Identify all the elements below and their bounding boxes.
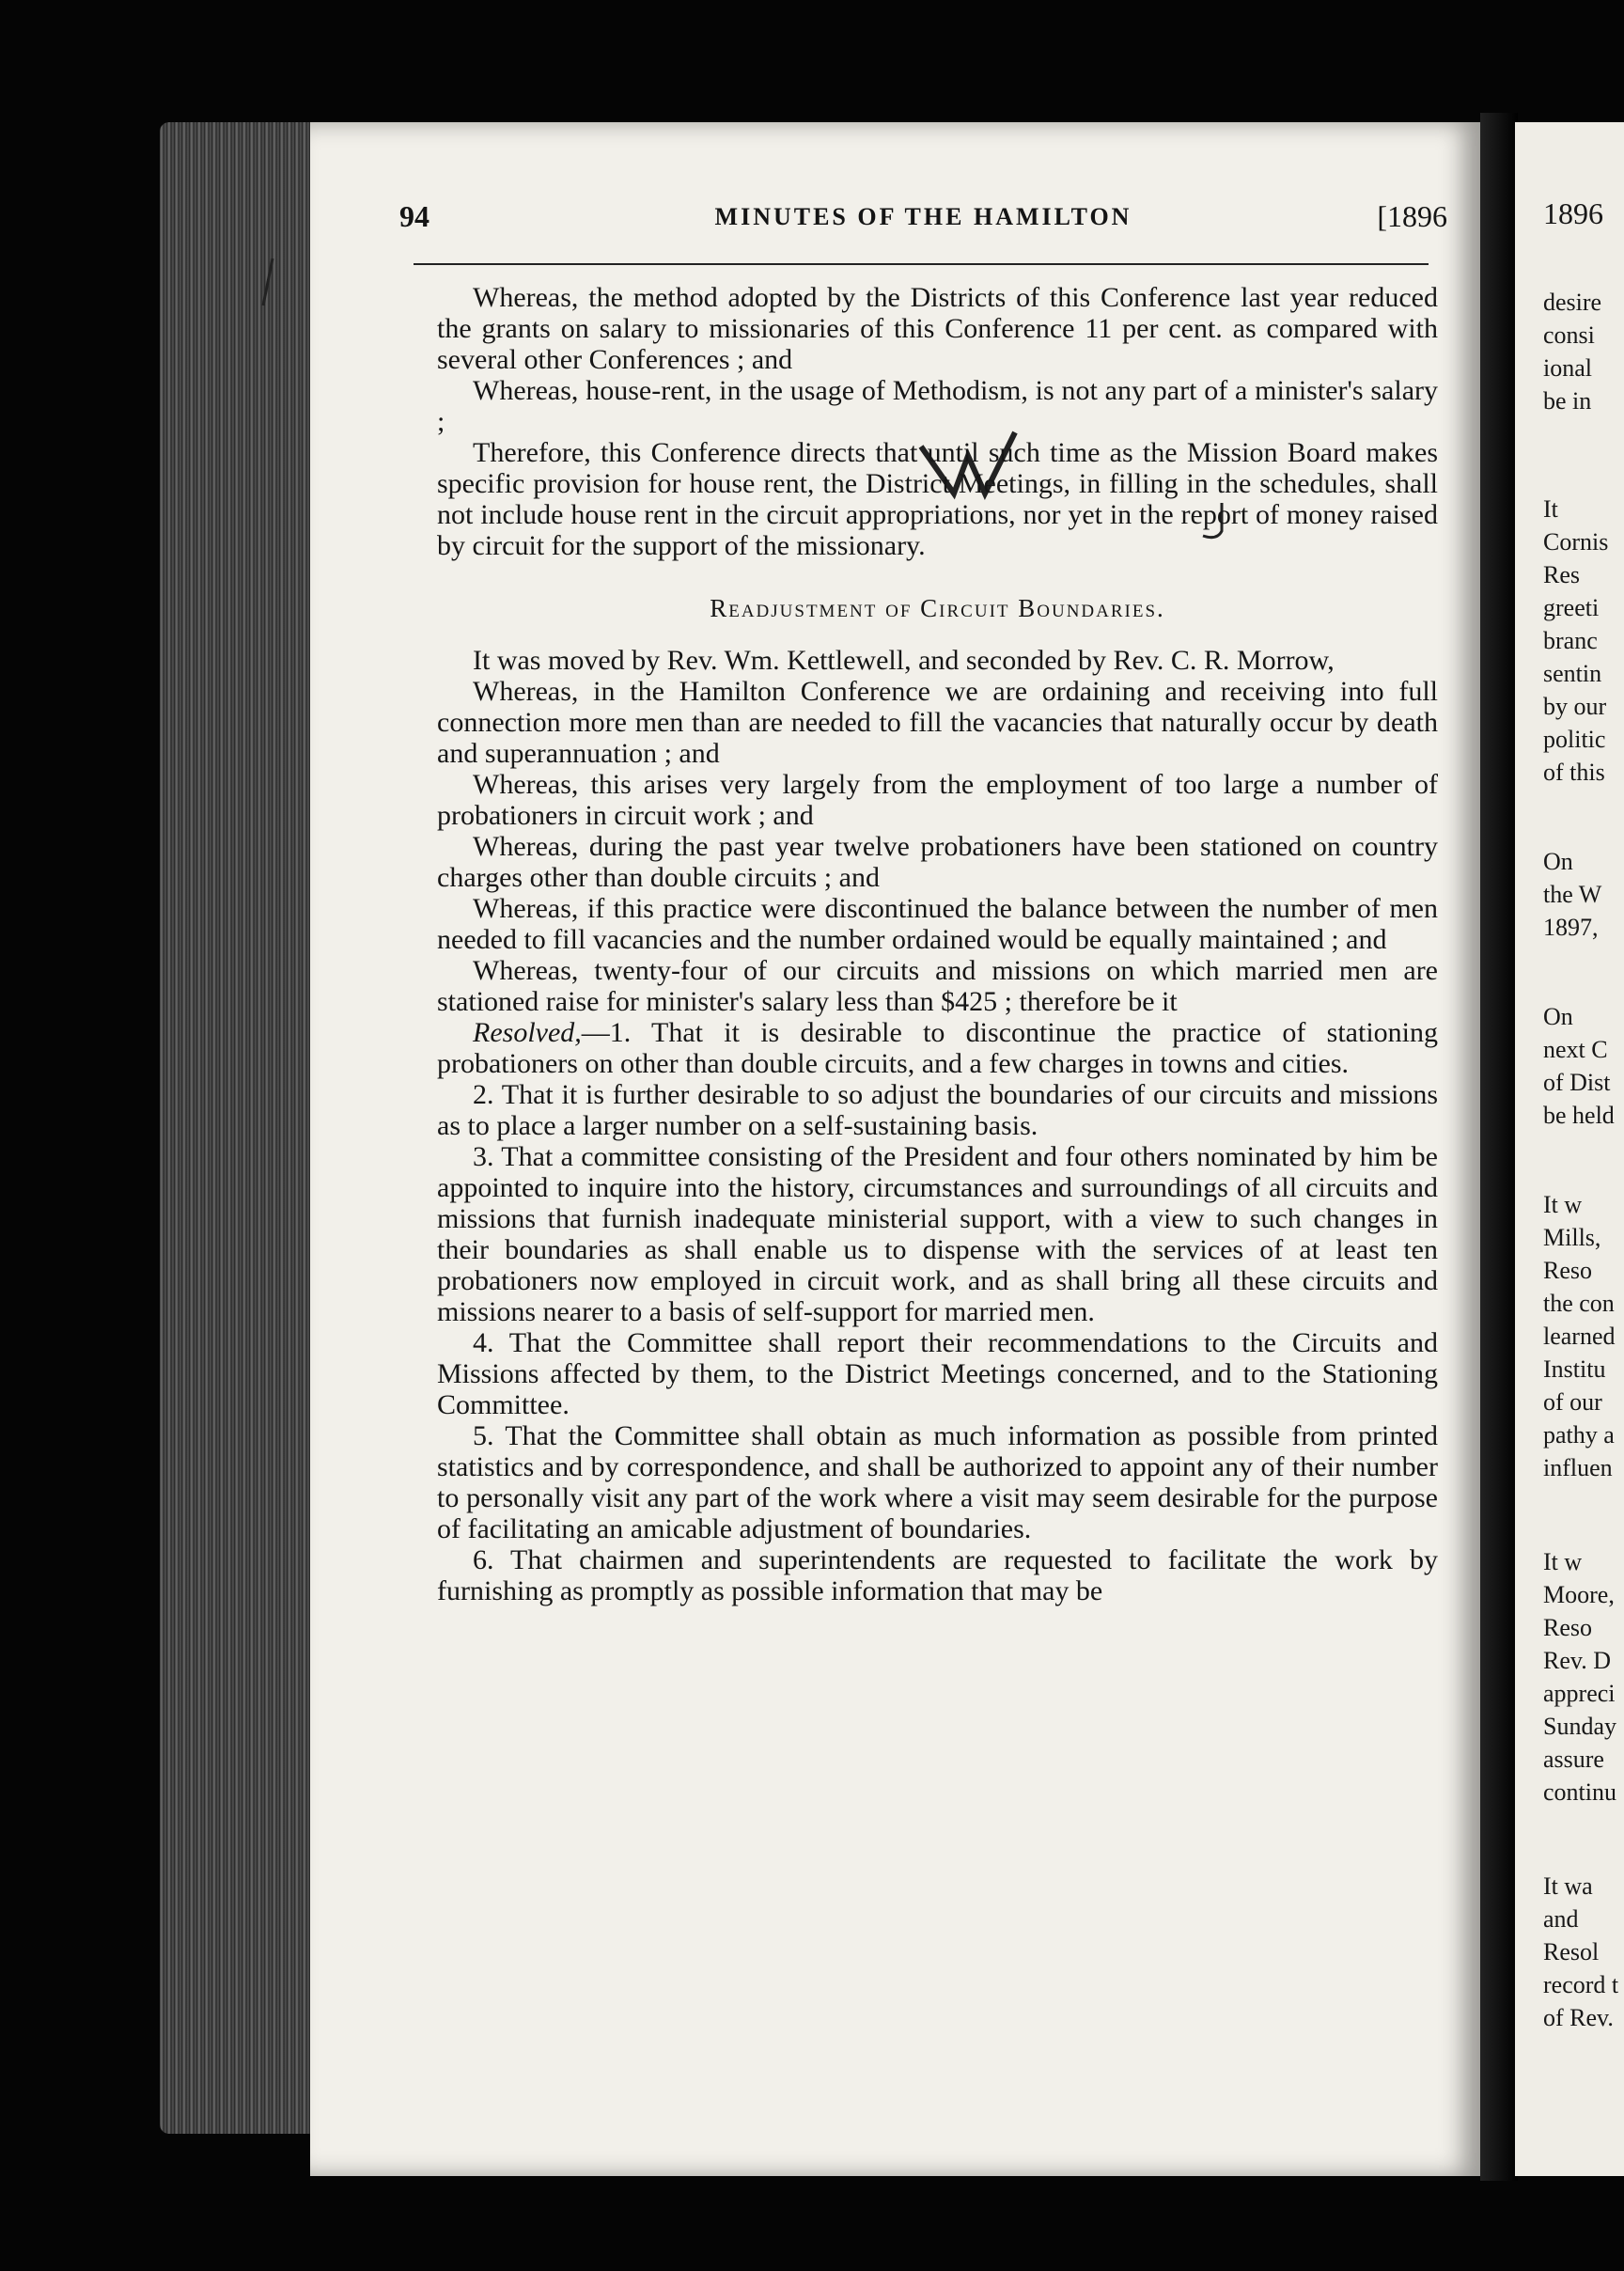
right-page-line: be in (1543, 387, 1592, 415)
right-page-line: appreci (1543, 1680, 1616, 1707)
right-page-line: Mills, (1543, 1224, 1601, 1251)
page-number: 94 (399, 199, 429, 233)
right-page-line: On (1543, 1003, 1573, 1030)
right-page-line: next C (1543, 1036, 1608, 1063)
right-page-fragment (1515, 122, 1624, 2176)
section-heading: Readjustment of Circuit Boundaries. (710, 594, 1165, 622)
book-page-edges (160, 122, 320, 2134)
right-page-line: of Dist (1543, 1069, 1611, 1096)
right-page-line: of our (1543, 1388, 1602, 1416)
paragraph: Whereas, in the Hamilton Conference we are ordaining and receiving into full connection more men than are needed to fill the vacancies that naturally occur by death and superannuation ; and (437, 676, 1438, 769)
right-page-line: Sunday (1543, 1713, 1616, 1740)
right-page-line: be held (1543, 1102, 1615, 1129)
right-page-line: learned (1543, 1323, 1616, 1350)
paragraph: Whereas, if this practice were discontinued the balance between the number of men needed to fill vacancies and the number ordained would be equally maintained ; and (437, 893, 1438, 955)
right-page-line: desire (1543, 289, 1602, 316)
motion-intro: It was moved by Rev. Wm. Kettlewell, and seconded by Rev. C. R. Morrow, (473, 645, 1335, 676)
resolution-3: 3. That a committee consisting of the President and four others nominated by him be appointed to inquire into the history, circumstances and surroundings of all circuits and missions that furnish inadequate ministerial support, with a view to such changes in their boundaries as shall enable us to dispense with the services of at least ten probationers now employed in circuit work, and as shall bring all these circuits and missions nearer to a basis of self-support for married men. (437, 1141, 1438, 1327)
right-page-line: Res (1543, 561, 1580, 588)
paragraph: Whereas, this arises very largely from the employment of too large a number of probationers in circuit work ; and (437, 769, 1438, 831)
right-page-line: Reso (1543, 1257, 1592, 1284)
header-year: [1896 (1377, 199, 1447, 233)
page-gutter (1480, 113, 1518, 2181)
right-page-line: the con (1543, 1290, 1615, 1317)
left-page (310, 122, 1480, 2176)
right-page-line: by our (1543, 693, 1607, 720)
right-page-line: pathy a (1543, 1421, 1615, 1449)
right-page-line: Resol (1543, 1938, 1600, 1966)
right-page-line: It (1543, 495, 1558, 523)
resolution-1 (437, 1017, 1438, 1079)
resolution-6: 6. That chairmen and superintendents are requested to facilitate the work by furnishing as promptly as possible information that may be (437, 1544, 1438, 1606)
pencil-margin-mark (258, 254, 277, 310)
right-page-line: greeti (1543, 594, 1600, 621)
paragraph: Therefore, this Conference directs that until such time as the Mission Board makes specific provision for house rent, the District Meetings, in filling in the schedules, shall not include house rent in the circuit appropriations, nor yet in the report of money raised by circuit for the support of the missionary. (437, 437, 1438, 561)
right-page-line: and (1543, 1905, 1579, 1933)
header-rule (414, 263, 1429, 265)
right-page-line: Institu (1543, 1355, 1606, 1383)
right-page-line: On (1543, 848, 1573, 875)
right-page-line: assure (1543, 1746, 1604, 1773)
paragraph: Whereas, the method adopted by the Districts of this Conference last year reduced the grants on salary to missionaries of this Conference 11 per cent. as compared with several other Conferences ; and (437, 282, 1438, 375)
resolution-5: 5. That the Committee shall obtain as much information as possible from printed statistics and by correspondence, and shall be authorized to appoint any of their number to personally visit any part of the work where a visit may seem desirable for the purpose of facilitating an amicable adjustment of boundaries. (437, 1420, 1438, 1544)
right-page-line: politic (1543, 726, 1606, 753)
right-page-line: Moore, (1543, 1581, 1615, 1608)
resolution-text: —1. That it is desirable to discontinue the practice of stationing probationers on other than double circuits, and a few charges in towns and cities. (437, 1017, 1438, 1079)
right-page-line: It w (1543, 1548, 1583, 1575)
right-page-line: consi (1543, 321, 1595, 349)
resolution-4: 4. That the Committee shall report their recommendations to the Circuits and Missions affected by them, to the District Meetings concerned, and to the Stationing Committee. (437, 1327, 1438, 1420)
right-page-line: influen (1543, 1454, 1613, 1481)
right-page-line: It wa (1543, 1872, 1593, 1900)
right-page-line: 1896 (1543, 196, 1603, 230)
right-page-line: It w (1543, 1191, 1583, 1218)
paragraph: Whereas, house-rent, in the usage of Methodism, is not any part of a minister's salary ; (437, 375, 1438, 437)
running-title: MINUTES OF THE HAMILTON (714, 203, 1132, 230)
right-page-line: the W (1543, 881, 1602, 908)
paragraph: Whereas, during the past year twelve probationers have been stationed on country charges other than double circuits ; and (437, 831, 1438, 893)
right-page-line: Cornis (1543, 528, 1609, 556)
paragraph: Whereas, twenty-four of our circuits and missions on which married men are stationed raise for minister's salary less than $425 ; therefore be it (437, 955, 1438, 1017)
resolution-2: 2. That it is further desirable to so adjust the boundaries of our circuits and missions as to place a larger number on a self-sustaining basis. (437, 1079, 1438, 1141)
right-page-line: of this (1543, 759, 1605, 786)
page-body (437, 282, 1438, 1606)
right-page-line: Rev. D (1543, 1647, 1611, 1674)
right-page-line: of Rev. (1543, 2004, 1614, 2031)
right-page-line: 1897, (1543, 914, 1599, 941)
right-page-line: branc (1543, 627, 1598, 654)
resolved-label: Resolved, (473, 1017, 582, 1048)
running-header (399, 199, 1447, 246)
right-page-line: Reso (1543, 1614, 1592, 1641)
right-page-line: record t (1543, 1971, 1619, 1998)
right-page-line: continu (1543, 1778, 1616, 1806)
right-page-line: sentin (1543, 660, 1602, 687)
right-page-line: ional (1543, 354, 1592, 382)
